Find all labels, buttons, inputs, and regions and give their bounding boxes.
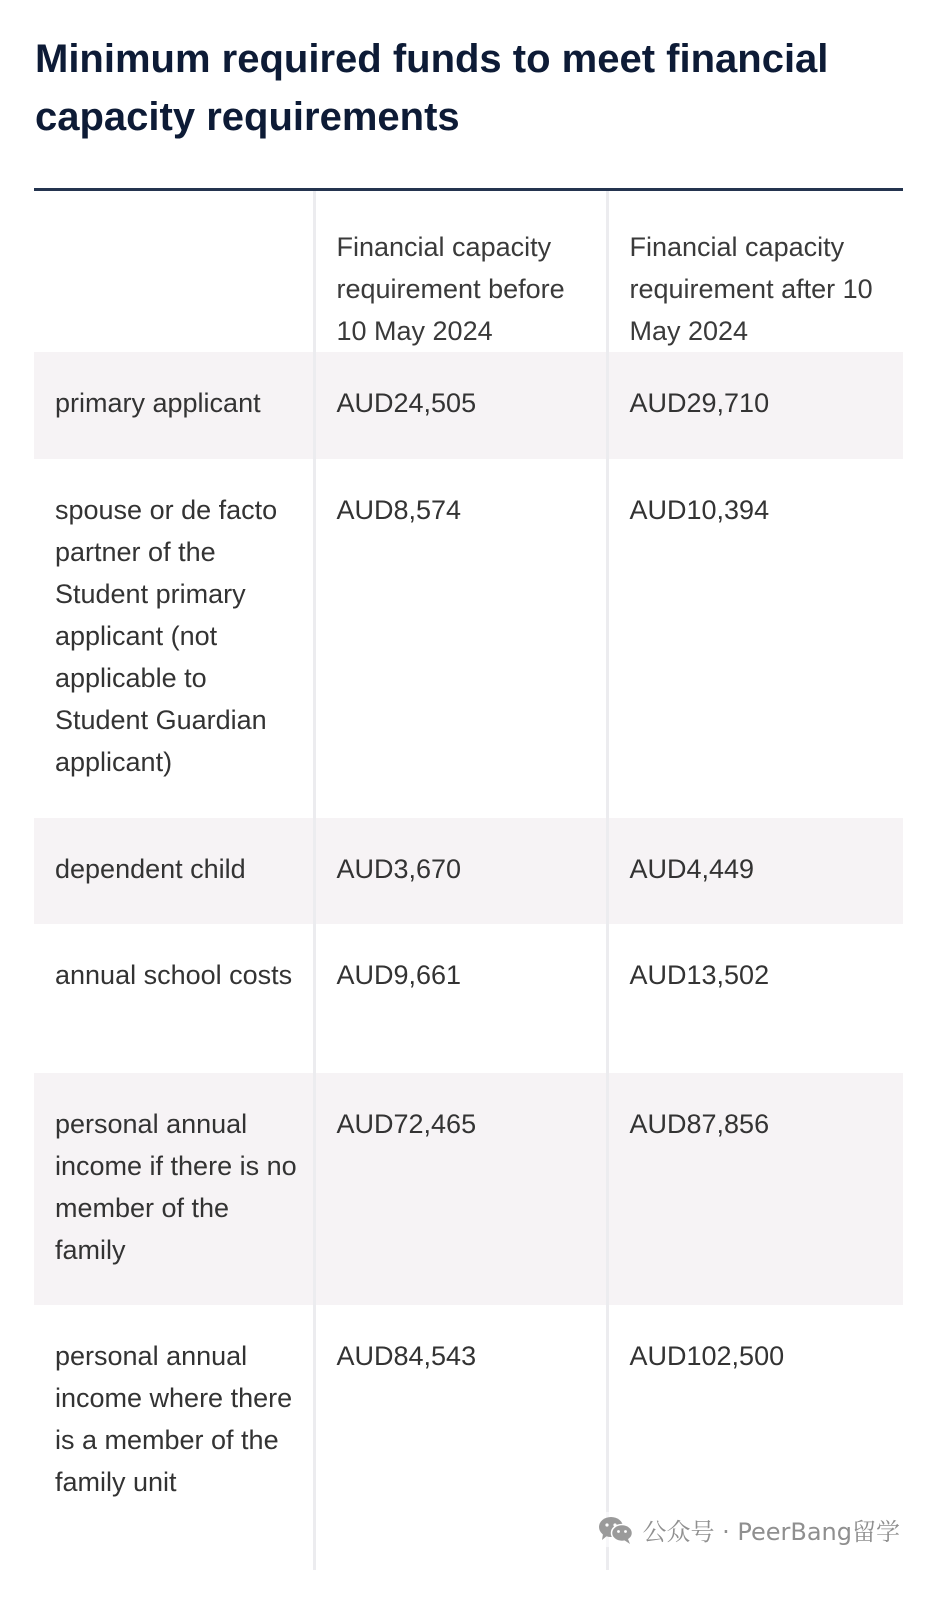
amount-before: AUD84,543 [314, 1305, 607, 1570]
table-row [34, 924, 903, 1073]
financial-capacity-table [34, 188, 903, 1570]
amount-before: AUD8,574 [314, 459, 607, 818]
table-row [34, 352, 903, 459]
amount-after: AUD10,394 [607, 459, 903, 818]
table-row [34, 818, 903, 924]
watermark-text: 公众号 · PeerBang留学 [642, 1518, 900, 1546]
amount-after: AUD13,502 [607, 924, 903, 1073]
amount-before: AUD9,661 [314, 924, 607, 1073]
table-row [34, 459, 903, 818]
watermark [598, 1512, 900, 1547]
page-title: Minimum required funds to meet financial capacity requirements [35, 37, 829, 139]
amount-before: AUD3,670 [314, 818, 607, 924]
header-after-10-may-2024: Financial capacity requirement after 10 May 2024 [607, 190, 903, 353]
header-before-10-may-2024: Financial capacity requirement before 10 May 2024 [314, 190, 607, 353]
header-empty-cell [34, 190, 314, 353]
amount-before: AUD24,505 [314, 352, 607, 459]
amount-before: AUD72,465 [314, 1073, 607, 1305]
wechat-icon [598, 1515, 634, 1545]
row-label: spouse or de facto partner of the Student primary applicant (not applicable to Student Guardian applicant) [55, 495, 278, 777]
row-label: personal annual income where there is a member of the family unit [55, 1341, 293, 1497]
table-row [34, 1073, 903, 1305]
amount-after: AUD102,500 [607, 1305, 903, 1570]
row-label: personal annual income if there is no member of the family [34, 1073, 314, 1305]
amount-after: AUD4,449 [607, 818, 903, 924]
table-header-row [34, 190, 903, 353]
row-label: primary applicant [34, 352, 314, 459]
row-label: dependent child [34, 818, 314, 924]
amount-after: AUD29,710 [607, 352, 903, 459]
row-label: annual school costs [55, 960, 293, 990]
amount-after: AUD87,856 [607, 1073, 903, 1305]
